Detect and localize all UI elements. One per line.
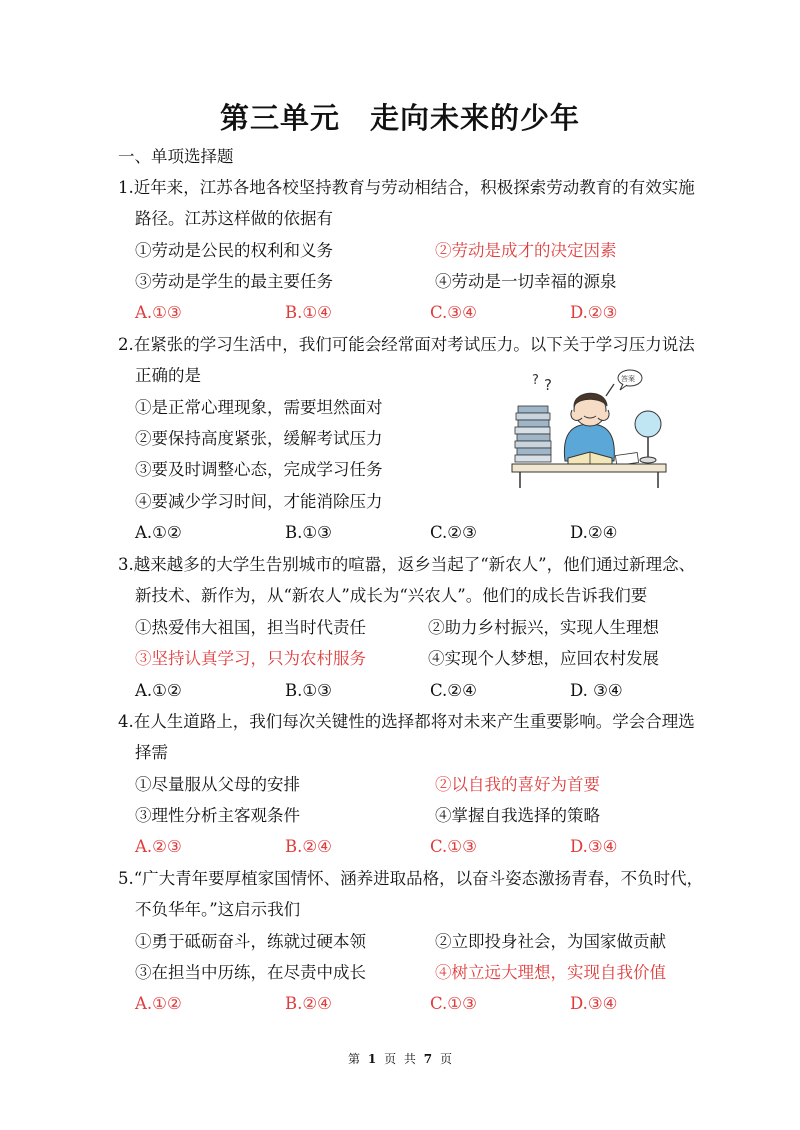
bubble-text: 答案 <box>621 375 635 383</box>
q2-option-4: ④要减少学习时间，才能消除压力 <box>135 492 383 511</box>
q5-stem-line1: 5.“广大青年要厚植家国情怀、涵养进取品格，以奋斗姿态激扬青春，不负时代， <box>118 869 704 888</box>
q4-stem-line2: 择需 <box>135 743 168 762</box>
q3-choice-b: B.①③ <box>285 681 332 700</box>
q4-choice-d: D.③④ <box>570 837 618 856</box>
footer-page-number: 1 <box>367 1052 377 1066</box>
q4-choice-a: A.②③ <box>135 837 182 856</box>
footer-text-3: 共 <box>403 1052 416 1066</box>
footer-text-4: 页 <box>439 1052 452 1066</box>
q3-option-2: ②助力乡村振兴，实现人生理想 <box>428 618 659 637</box>
q5-choice-a: A.①② <box>135 994 182 1013</box>
q3-choice-a: A.①② <box>135 681 182 700</box>
stressed-student-illustration <box>510 366 670 490</box>
q2-choice-d: D.②④ <box>570 523 618 542</box>
q5-choice-b: B.②④ <box>285 994 332 1013</box>
q3-choice-c: C.②④ <box>430 681 477 700</box>
q1-option-3: ③劳动是学生的最主要任务 <box>135 272 333 291</box>
q5-option-3: ③在担当中历练，在尽责中成长 <box>135 963 366 982</box>
fan-icon <box>635 411 661 463</box>
q2-stem-line2: 正确的是 <box>135 366 201 385</box>
student-figure-icon <box>564 384 614 461</box>
q1-choice-b: B.①④ <box>285 303 332 322</box>
q3-stem-line1: 3.越来越多的大学生告别城市的喧嚣，返乡当起了“新农人”，他们通过新理念、 <box>118 555 696 574</box>
q3-option-3: ③坚持认真学习，只为农村服务 <box>135 649 366 668</box>
footer-total-pages: 7 <box>423 1052 433 1066</box>
q3-option-4: ④实现个人梦想，应回农村发展 <box>428 649 659 668</box>
q4-option-4: ④掌握自我选择的策略 <box>435 806 600 825</box>
q3-option-1: ①热爱伟大祖国，担当时代责任 <box>135 618 366 637</box>
q3-choice-d: D. ③④ <box>570 681 623 700</box>
speech-bubble-icon <box>618 370 642 390</box>
section-heading: 一、单项选择题 <box>118 147 234 166</box>
book-stack-icon <box>515 406 551 462</box>
q2-stem-line1: 2.在紧张的学习生活中，我们可能会经常面对考试压力。以下关于学习压力说法 <box>118 335 695 354</box>
q5-stem-line2: 不负华年。”这启示我们 <box>135 900 301 919</box>
question-mark-icon: ? <box>532 373 539 388</box>
footer-text-1: 第 <box>348 1052 361 1066</box>
q3-stem-line2: 新技术、新作为，从“新农人”成长为“兴农人”。他们的成长告诉我们要 <box>135 586 648 605</box>
q4-choice-b: B.②④ <box>285 837 332 856</box>
q1-option-2: ②劳动是成才的决定因素 <box>435 241 617 260</box>
page-title: 第三单元 走向未来的少年 <box>219 101 580 135</box>
q2-choice-a: A.①② <box>135 523 182 542</box>
q5-option-2: ②立即投身社会，为国家做贡献 <box>435 932 666 951</box>
footer-text-2: 页 <box>384 1052 397 1066</box>
q4-choice-c: C.①③ <box>430 837 477 856</box>
q1-stem-line1: 1.近年来，江苏各地各校坚持教育与劳动相结合，积极探索劳动教育的有效实施 <box>118 178 695 197</box>
q1-choice-d: D.②③ <box>570 303 618 322</box>
question-mark-icon: ? <box>544 376 552 394</box>
q4-stem-line1: 4.在人生道路上，我们每次关键性的选择都将对未来产生重要影响。学会合理选 <box>118 712 695 731</box>
q2-option-1: ①是正常心理现象，需要坦然面对 <box>135 398 383 417</box>
q5-option-4: ④树立远大理想，实现自我价值 <box>435 963 666 982</box>
q5-option-1: ①勇于砥砺奋斗，练就过硬本领 <box>135 932 366 951</box>
q4-option-1: ①尽量服从父母的安排 <box>135 775 300 794</box>
q5-choice-d: D.③④ <box>570 994 618 1013</box>
q4-option-3: ③理性分析主客观条件 <box>135 806 300 825</box>
desk-icon <box>512 464 666 488</box>
q1-choice-a: A.①③ <box>135 303 182 322</box>
q2-option-3: ③要及时调整心态，完成学习任务 <box>135 460 383 479</box>
q2-choice-c: C.②③ <box>430 523 477 542</box>
q2-option-2: ②要保持高度紧张，缓解考试压力 <box>135 429 383 448</box>
q1-choice-c: C.③④ <box>430 303 477 322</box>
q4-option-2: ②以自我的喜好为首要 <box>435 775 600 794</box>
q1-option-1: ①劳动是公民的权利和义务 <box>135 241 333 260</box>
q2-choice-b: B.①③ <box>285 523 332 542</box>
q5-choice-c: C.①③ <box>430 994 477 1013</box>
page-footer <box>0 1050 800 1067</box>
q1-option-4: ④劳动是一切幸福的源泉 <box>435 272 617 291</box>
q1-stem-line2: 路径。江苏这样做的依据有 <box>135 209 333 228</box>
